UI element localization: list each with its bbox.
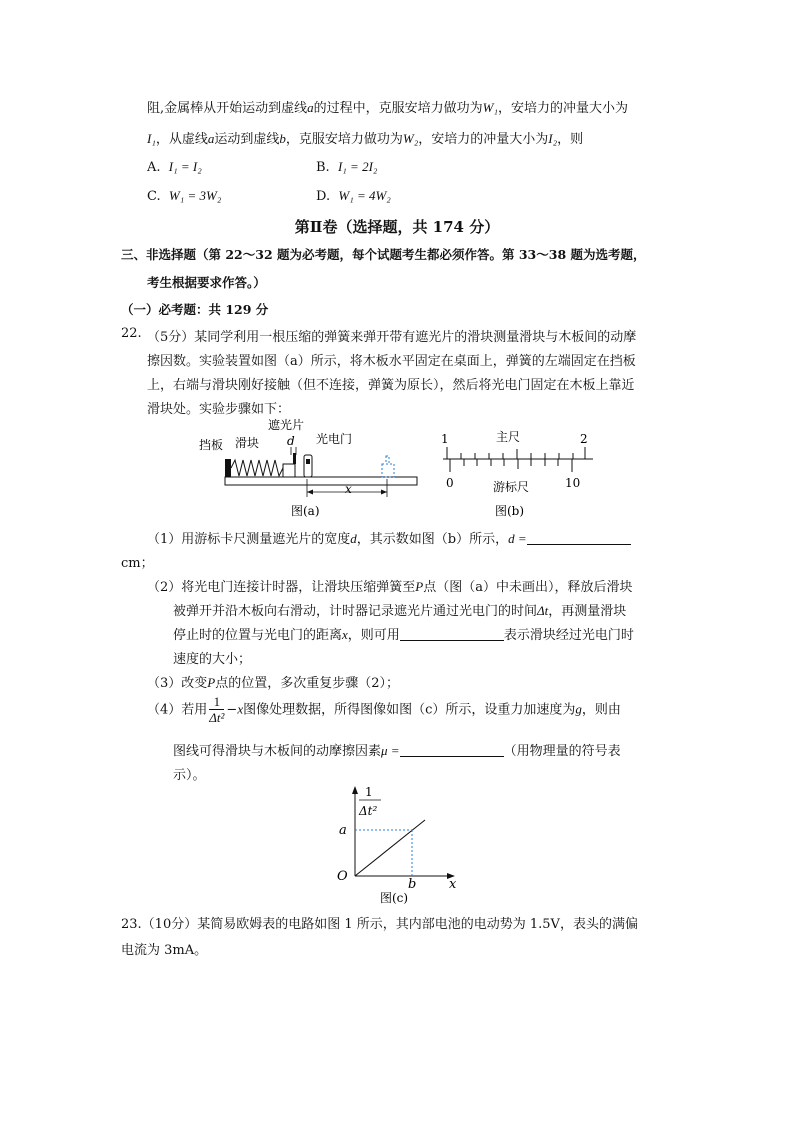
q22-step2-line3: 停止时的位置与光电门的距离x，则可用 表示滑块经过光电门时 — [173, 627, 634, 643]
photogate — [304, 455, 312, 477]
vernier-0: 0 — [446, 476, 454, 490]
main-2: 2 — [580, 432, 588, 446]
slider — [283, 464, 295, 477]
q22-step1-unit: cm； — [121, 556, 154, 571]
q22-step2-line2: 被弹开并沿木板向右滑动，计时器记录遮光片通过光电门的时间Δt，再测量滑块 — [173, 603, 627, 619]
wooden-board — [225, 477, 417, 485]
graph-line — [355, 820, 425, 876]
q22-step2-line4: 速度的大小； — [173, 652, 252, 667]
answer-blank-mu[interactable] — [400, 742, 504, 757]
q23-line1: 23.（10分）某简易欧姆表的电路如图 1 所示，其内部电池的电动势为 1.5V，表头的满偏 — [121, 917, 638, 932]
figure-a — [195, 415, 435, 520]
label-b: b — [408, 877, 417, 892]
label-x: x — [345, 482, 352, 496]
q23-line2: 电流为 3mA。 — [121, 943, 208, 958]
label-slider: 滑块 — [235, 436, 260, 450]
q22-step4-line2: 图线可得滑块与木板间的动摩擦因素μ = （用物理量的符号表 — [173, 743, 621, 759]
label-gate: 光电门 — [316, 432, 353, 446]
q21-option-d[interactable]: D. W₁ = 4W₂ — [316, 188, 391, 204]
q21-option-c[interactable]: C. W₁ = 3W₂ — [147, 188, 222, 204]
answer-blank-velocity[interactable] — [400, 626, 504, 641]
baffle — [225, 459, 231, 477]
shading-plate — [293, 453, 296, 464]
caption-c: 图(c) — [380, 891, 409, 905]
caption-a: 图(a) — [291, 504, 320, 518]
label-d: d — [287, 434, 295, 448]
main-1: 1 — [441, 432, 449, 446]
main-scale-ticks — [447, 447, 585, 459]
y-den: Δt² — [359, 804, 378, 818]
q21-line2: I₁，从虚线a运动到虚线b，克服安培力做功为W₂，安培力的冲量大小为I₂，则 — [147, 131, 584, 147]
vernier-label: 游标尺 — [493, 480, 530, 494]
q22-step4-line1: （4）若用 $\frac{1}{\text{Δt²}}$ −x图像处理数据，所得图像如图（c）所示，设重力加速度为g，则由 — [147, 694, 621, 725]
q22-step1: （1）用游标卡尺测量遮光片的宽度d，其示数如图（b）所示，d = — [147, 528, 631, 547]
q22-intro-3: 上，右端与滑块刚好接触（但不连接，弹簧为原长），然后将光电门固定在木板上靠近 — [147, 378, 635, 393]
part3-line1: 三、非选择题（第 22～32 题为必考题，每个试题考生都必须作答。第 33～38 题为选考题， — [121, 247, 646, 262]
q22-intro-4: 滑块处。实验步骤如下： — [147, 402, 291, 417]
part1-heading: （一）必考题：共 129 分 — [121, 302, 269, 317]
label-x: x — [449, 877, 457, 892]
q21-line1: 阻,金属棒从开始运动到虚线a的过程中，克服安培力做功为W₁，安培力的冲量大小为 — [147, 100, 629, 116]
y-num: 1 — [365, 785, 373, 799]
fraction-1-over-dt2: $\frac{1}{\text{Δt²}}$ — [209, 694, 225, 725]
q22-step2-line1: （2）将光电门连接计时器，让滑块压缩弹簧至P点（图（a）中未画出），释放后滑块 — [147, 579, 633, 595]
figure-c — [325, 782, 465, 907]
q22-number: 22. — [121, 326, 142, 341]
q22-intro-1: （5分）某同学利用一根压缩的弹簧来弹开带有遮光片的滑块测量滑块与木板间的动摩 — [147, 330, 637, 345]
q21-option-b[interactable]: B. I₁ = 2I₂ — [316, 159, 378, 175]
caption-b: 图(b) — [495, 504, 525, 518]
section2-title: 第Ⅱ卷（选择题，共 174 分） — [294, 218, 500, 236]
vernier-scale-ticks — [450, 459, 572, 472]
label-a: a — [339, 823, 347, 838]
spring — [231, 460, 283, 476]
answer-blank-d[interactable] — [527, 530, 631, 545]
label-o: O — [337, 869, 348, 884]
q21-option-a[interactable]: A. I₁ = I₂ — [147, 159, 202, 175]
vernier-10: 10 — [565, 476, 581, 490]
label-shade: 遮光片 — [268, 418, 305, 432]
label-baffle: 挡板 — [199, 438, 224, 452]
q22-intro-2: 擦因数。实验装置如图（a）所示，将木板水平固定在桌面上，弹簧的左端固定在挡板 — [147, 354, 636, 369]
part3-line2: 考生根据要求作答。） — [147, 275, 266, 290]
q22-step4-line3: 示）。 — [173, 768, 206, 783]
main-scale-label: 主尺 — [496, 430, 521, 444]
slider-final-position — [382, 464, 394, 477]
figure-b — [433, 423, 603, 523]
q22-step3: （3）改变P点的位置，多次重复步骤（2）； — [147, 675, 400, 691]
